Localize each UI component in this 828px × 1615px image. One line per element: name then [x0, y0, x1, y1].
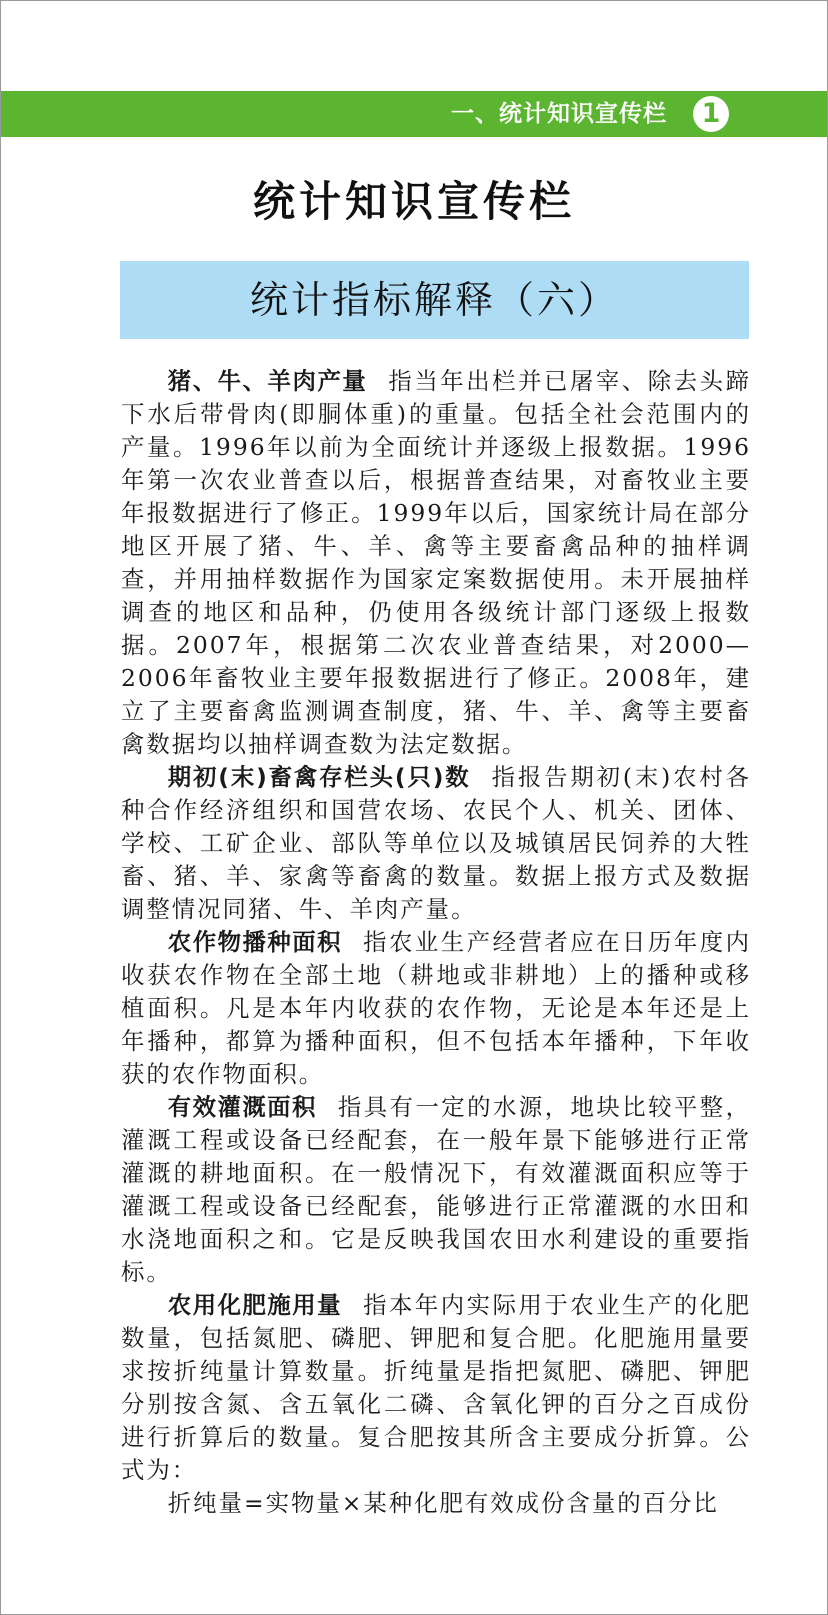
section-header-band [1, 91, 827, 137]
entry-term: 期初(末)畜禽存栏头(只)数 [167, 763, 471, 791]
entry-paragraph [121, 1091, 751, 1289]
entry-paragraph [121, 365, 751, 761]
entry-text: 指当年出栏并已屠宰、除去头蹄下水后带骨肉(即胴体重)的重量。包括全社会范围内的产量。1996年以前为全面统计并逐级上报数据。1996年第一次农业普查以后，根据普查结果，对畜牧业主要年报数据进行了修正。1999年以后，国家统计局在部分地区开展了猪、牛、羊、禽等主要畜禽品种的抽样调查，并用抽样数据作为国家定案数据使用。未开展抽样调查的地区和品种，仍使用各级统计部门逐级上报数据。2007年，根据第二次农业普查结果，对2000—2006年畜牧业主要年报数据进行了修正。2008年，建立了主要畜禽监测调查制度，猪、牛、羊、禽等主要畜禽数据均以抽样调查数为法定数据。 [121, 367, 752, 758]
subtitle: 统计指标解释（六） [249, 278, 619, 322]
subtitle-banner [120, 261, 749, 339]
entry-term: 有效灌溉面积 [167, 1093, 317, 1121]
entry-term: 猪、牛、羊肉产量 [167, 367, 368, 395]
page-title: 统计知识宣传栏 [252, 177, 575, 226]
entry-paragraph [121, 926, 751, 1091]
entry-paragraph [121, 761, 751, 926]
formula: 折纯量=实物量×某种化肥有效成份含量的百分比 [167, 1489, 719, 1517]
entry-term: 农用化肥施用量 [167, 1291, 343, 1319]
entry-text: 指农业生产经营者应在日历年度内收获农作物在全部土地（耕地或非耕地）上的播种或移植面积。凡是本年内收获的农作物，无论是本年还是上年播种，都算为播种面积，但不包括本年播种，下年收获的农作物面积。 [121, 928, 752, 1088]
section-number-badge: 1 [693, 96, 729, 132]
entry-text: 指报告期初(末)农村各种合作经济组织和国营农场、农民个人、机关、团体、学校、工矿企业、部队等单位以及城镇居民饲养的大牲畜、猪、羊、家禽等畜禽的数量。数据上报方式及数据调整情况同猪、牛、羊肉产量。 [121, 763, 751, 923]
entry-term: 农作物播种面积 [167, 928, 343, 956]
entry-text: 指本年内实际用于农业生产的化肥数量，包括氮肥、磷肥、钾肥和复合肥。化肥施用量要求按折纯量计算数量。折纯量是指把氮肥、磷肥、钾肥分别按含氮、含五氧化二磷、含氧化钾的百分之百成份进行折算后的数量。复合肥按其所含主要成分折算。公式为： [121, 1291, 752, 1484]
entry-paragraph [121, 1289, 751, 1487]
entry-text: 指具有一定的水源，地块比较平整，灌溉工程或设备已经配套，在一般年景下能够进行正常灌溉的耕地面积。在一般情况下，有效灌溉面积应等于灌溉工程或设备已经配套，能够进行正常灌溉的水田和水浇地面积之和。它是反映我国农田水利建设的重要指标。 [121, 1093, 752, 1286]
section-header-title: 一、统计知识宣传栏 [451, 101, 667, 127]
article-body [121, 365, 751, 1520]
